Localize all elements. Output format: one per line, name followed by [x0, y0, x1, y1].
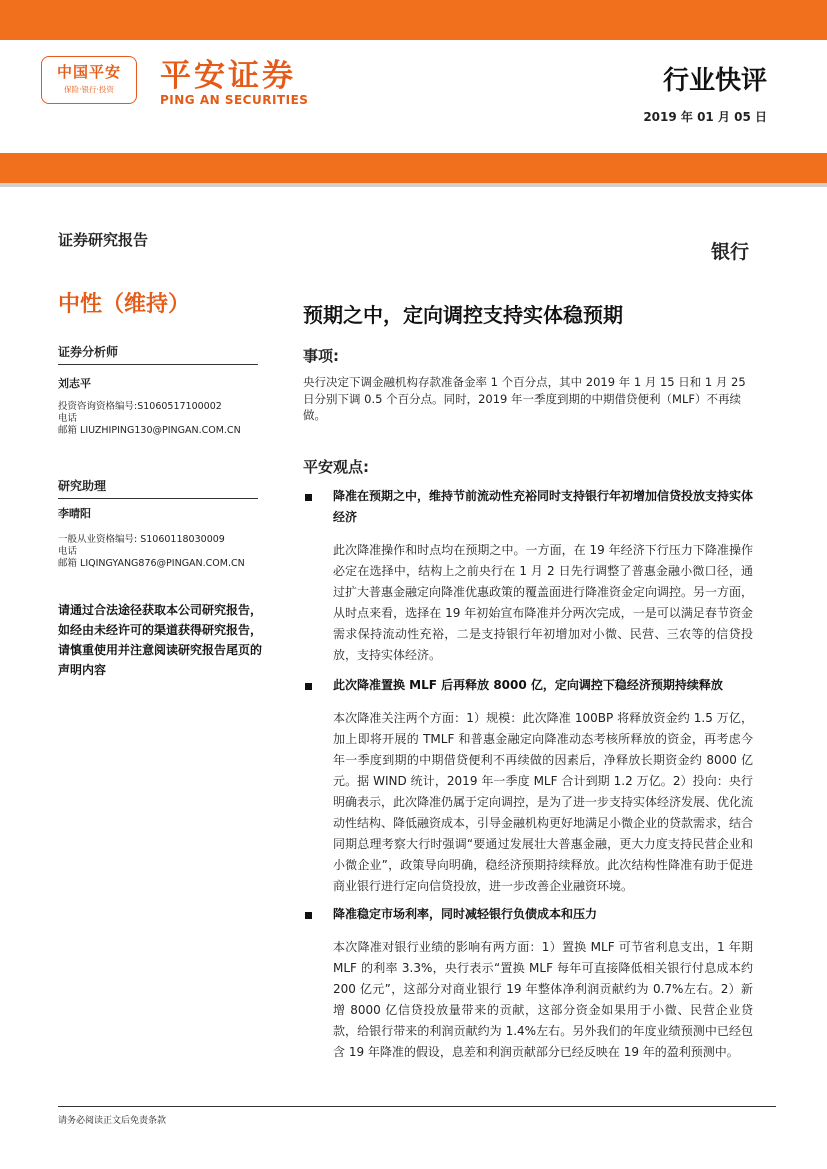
gray-band	[0, 183, 827, 187]
assistant-cert: 一般从业资格编号: S1060118030009	[58, 534, 225, 545]
assistant-heading: 研究助理	[58, 477, 258, 499]
assistant-email: 邮箱 LIQINGYANG876@PINGAN.COM.CN	[58, 558, 245, 569]
industry-label: 银行	[710, 241, 749, 263]
assistant-phone: 电话	[58, 546, 78, 557]
china-pingan-logo	[41, 56, 137, 104]
logo-sub-text: 保险·银行·投资	[64, 85, 114, 94]
report-date: 2019 年 01 月 05 日	[643, 110, 767, 124]
logo-main-text: 中国平安	[56, 63, 121, 81]
bullet-square-icon	[305, 683, 312, 690]
point-3-body: 本次降准对银行业绩的影响有两方面：1）置换 MLF 可节省利息支出，1 年期 MLF 的利率 3.3%，央行表示“置换 MLF 每年可直接降低相关银行付息成本约 200 亿元”，这部分对商业银行 19 年整体净利润贡献约为 0.7%左右。2）新增 8000 亿信贷投放量带来的贡献，这部分资金如果用于小微、民营企业贷款，给银行带来的利润贡献约为 1.4%左右。另外我们的年度业绩预测中已经包含 19 年降准的假设，息差和利润贡献部分已经反映在 19 年的盈利预测中。	[333, 940, 753, 1059]
analyst-heading: 证券分析师	[58, 343, 258, 365]
analyst-email: 邮箱 LIUZHIPING130@PINGAN.COM.CN	[58, 425, 241, 436]
report-type: 行业快评	[662, 66, 767, 96]
event-text: 央行决定下调金融机构存款准备金率 1 个百分点，其中 2019 年 1 月 15 日和 1 月 25 日分别下调 0.5 个百分点。同时，2019 年一季度到期的中期借贷便利（MLF）不再续做。	[303, 375, 746, 422]
footer-disclaimer: 请务必阅读正文后免责条款	[58, 1116, 167, 1126]
event-heading: 事项:	[303, 347, 339, 365]
orange-band	[0, 153, 827, 183]
point-2-body: 本次降准关注两个方面：1）规模：此次降准 100BP 将释放资金约 1.5 万亿，加上即将开展的 TMLF 和普惠金融定向降准动态考核所释放的资金，再考虑今年一季度到期的中期借贷便利不再续做的因素后，净释放长期资金约 8000 亿元。据 WIND 统计，2019 年一季度 MLF 合计到期 1.2 万亿。2）投向：央行明确表示，此次降准仍属于定向调控，是为了进一步支持实体经济发展、优化流动性结构、降低融资成本，引导金融机构更好地满足小微企业的贷款需求，结合同期总理考察大行时强调“要通过发展壮大普惠金融，更大力度支持民营企业和小微企业”，政策导向明确，稳经济预期持续释放。此次结构性降准有助于促进商业银行进行定向信贷投放，进一步改善企业融资环境。	[333, 711, 754, 893]
bullet-square-icon	[305, 912, 312, 919]
logo-cn-text: 平安证券	[160, 58, 296, 94]
legal-notice: 请通过合法途径获取本公司研究报告，如经由未经许可的渠道获得研究报告，请慎重使用并注意阅读研究报告尾页的声明内容	[58, 603, 263, 677]
bullet-square-icon	[305, 494, 312, 501]
footer-rule	[58, 1106, 776, 1107]
assistant-name: 李晴阳	[58, 507, 91, 520]
rating: 中性（维持）	[58, 292, 191, 317]
top-orange-bar	[0, 0, 827, 40]
report-title: 预期之中，定向调控支持实体稳预期	[303, 303, 623, 327]
section-title: 证券研究报告	[58, 231, 149, 249]
analyst-cert: 投资咨询资格编号:S1060517100002	[58, 401, 222, 412]
point-2-heading: 此次降准置换 MLF 后再释放 8000 亿，定向调控下稳经济预期持续释放	[333, 678, 723, 692]
point-1-heading: 降准在预期之中，维持节前流动性充裕同时支持银行年初增加信贷投放支持实体经济	[333, 489, 754, 524]
view-heading: 平安观点:	[303, 458, 369, 476]
analyst-name: 刘志平	[58, 377, 91, 390]
analyst-phone: 电话	[58, 413, 78, 424]
pingan-securities-logo	[160, 50, 308, 107]
logo-en-text: PING AN SECURITIES	[160, 93, 309, 107]
point-3-heading: 降准稳定市场利率，同时减轻银行负债成本和压力	[333, 907, 598, 921]
point-1-body: 此次降准操作和时点均在预期之中。一方面，在 19 年经济下行压力下降准操作必定在选择中，结构上之前央行在 1 月 2 日先行调整了普惠金融小微口径，通过扩大普惠金融定向降准优惠政策的覆盖面进行降准资金定向调控。另一方面，从时点来看，选择在 19 年初始宣布降准并分两次完成，一是可以满足春节资金需求保持流动性充裕，二是支持银行年初增加对小微、民营、三农等的信贷投放，支持实体经济。	[333, 543, 754, 662]
